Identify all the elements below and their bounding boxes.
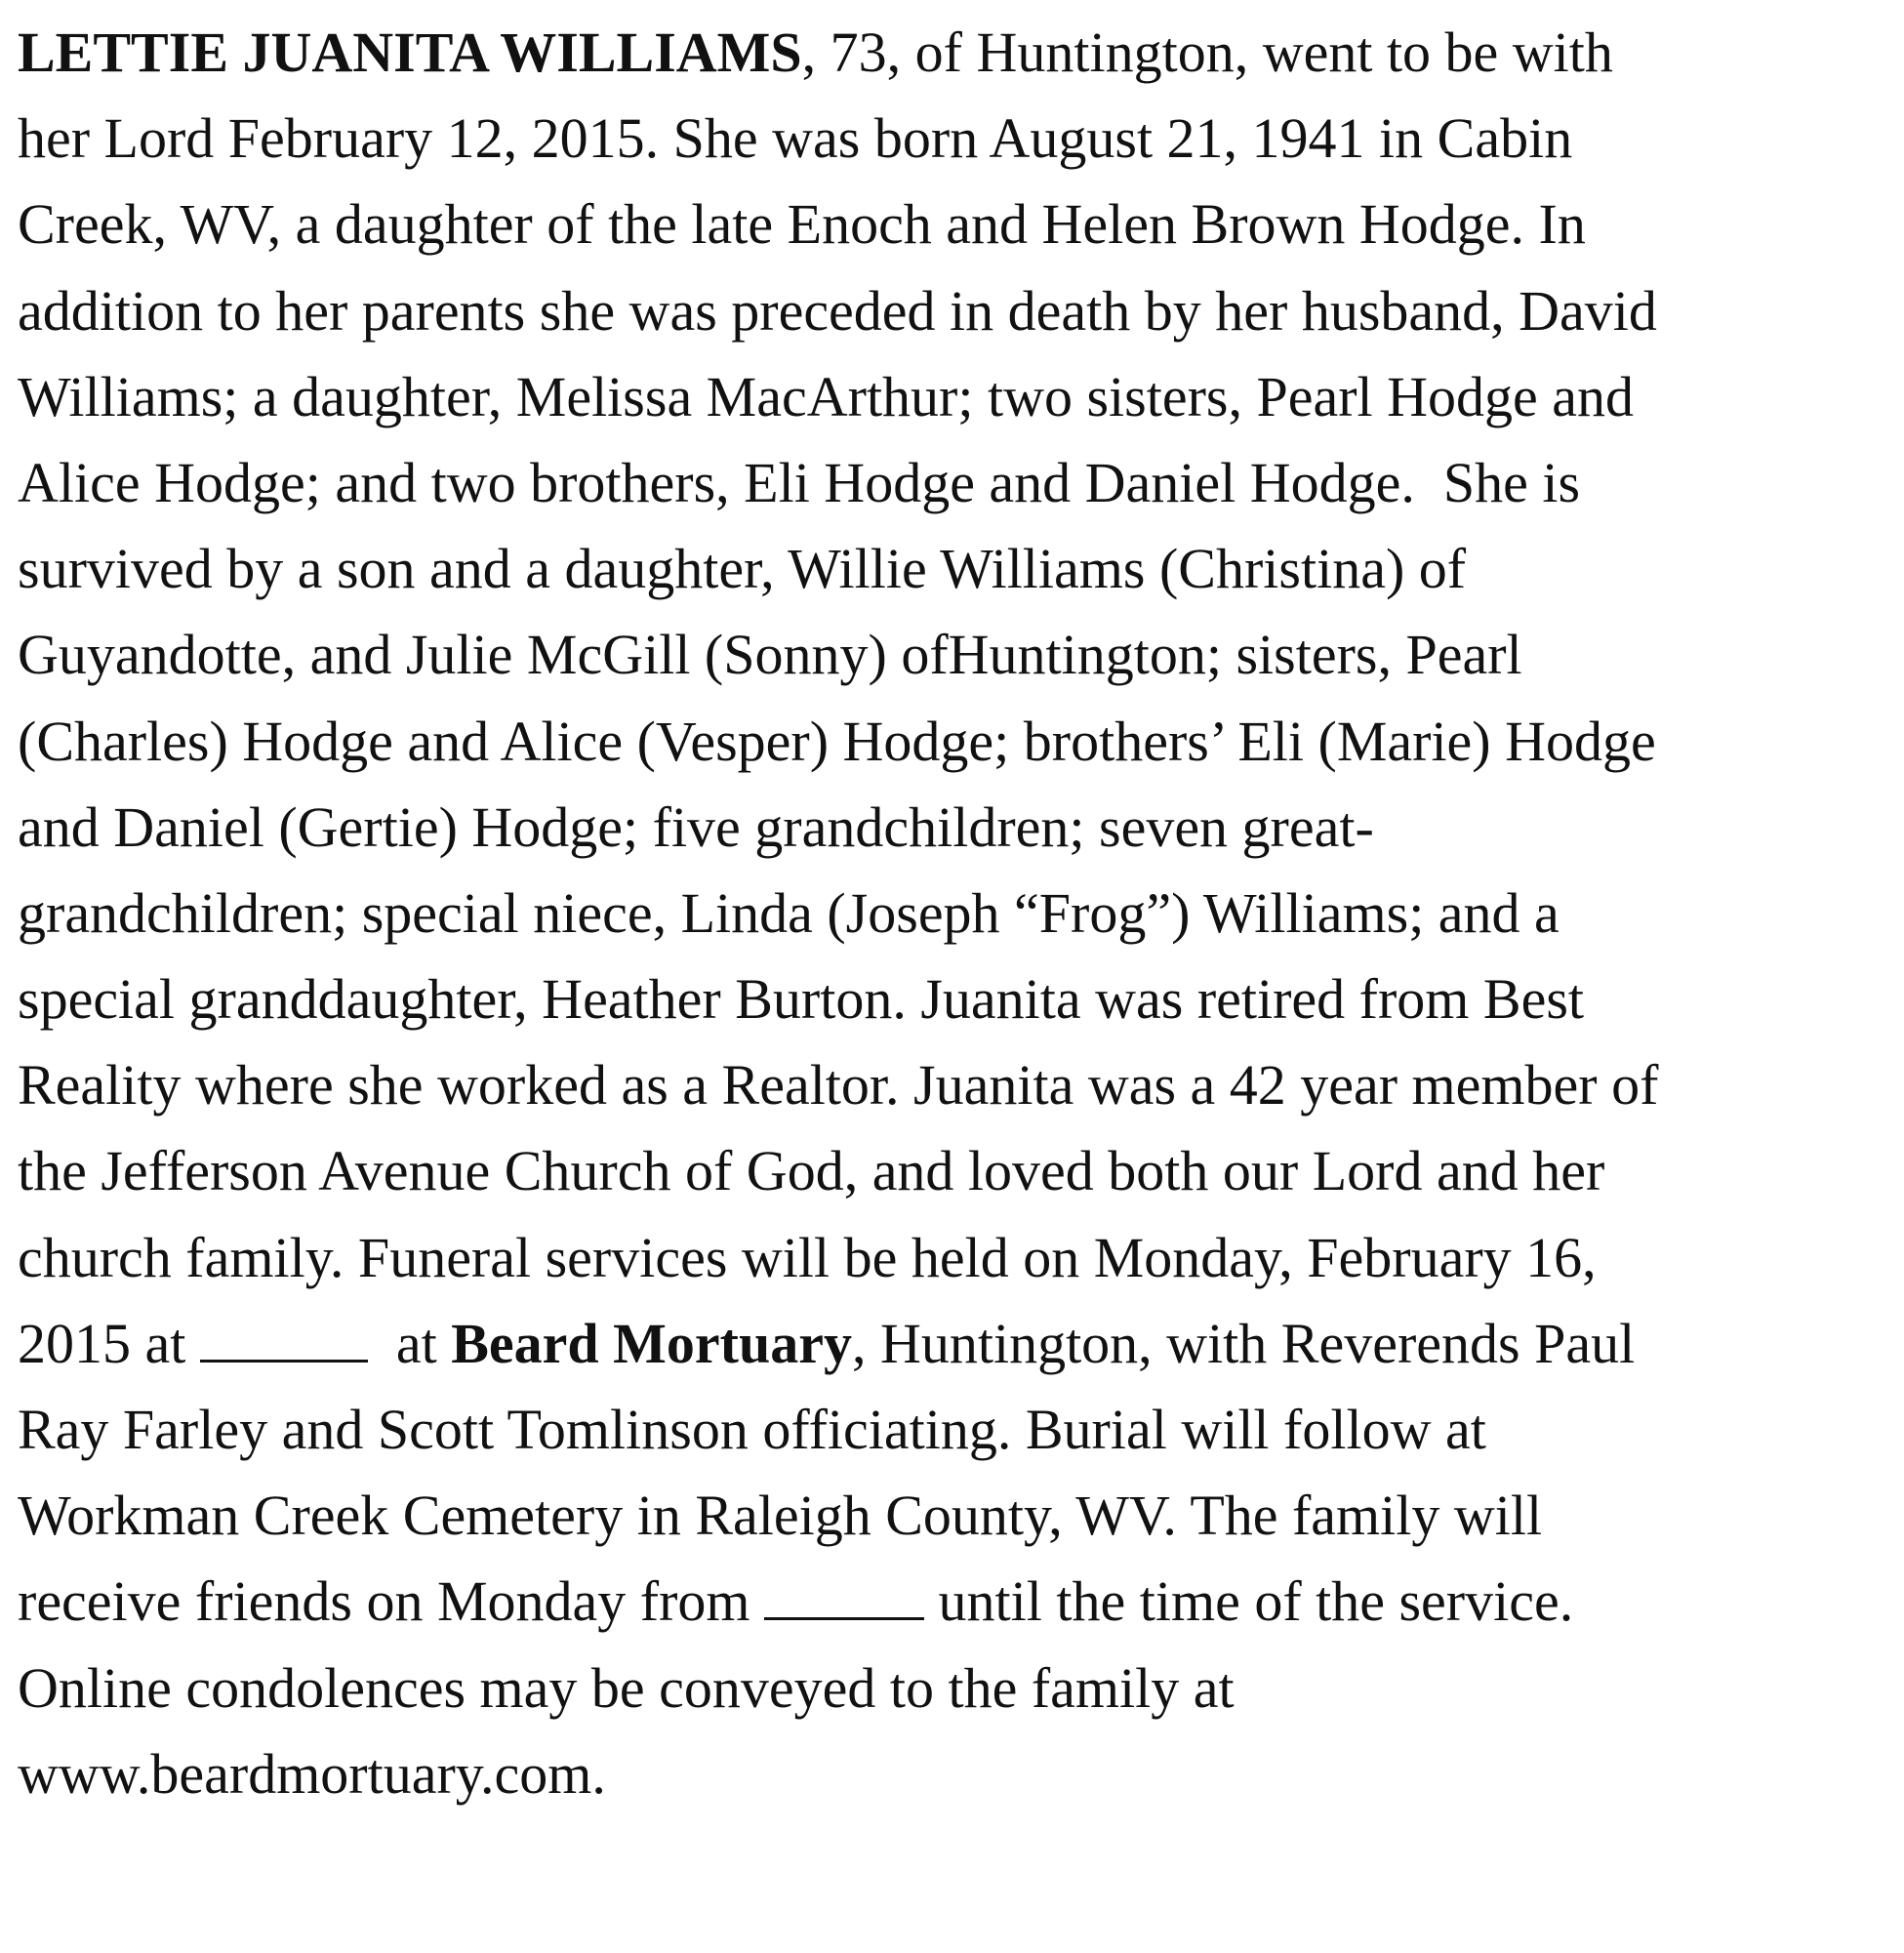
obituary-line: church family. Funeral services will be held on Monday, February 16, xyxy=(18,1225,1597,1289)
obituary-line: Online condolences may be conveyed to the family at xyxy=(18,1655,1235,1720)
obituary-text: at xyxy=(367,1311,452,1375)
obituary-line: addition to her parents she was preceded in death by her husband, David xyxy=(18,278,1657,343)
obituary-line: her Lord February 12, 2015. She was born August 21, 1941 in Cabin xyxy=(18,106,1573,171)
obituary-line: Ray Farley and Scott Tomlinson officiating. Burial will follow at xyxy=(18,1398,1486,1461)
obituary-line xyxy=(18,10,1904,96)
obituary-text: , Huntington, with Reverends Paul xyxy=(851,1311,1636,1375)
obituary-line: Williams; a daughter, Melissa MacArthur; two sisters, Pearl Hodge and xyxy=(18,364,1635,428)
service-time-blank xyxy=(200,1317,368,1363)
visitation-time-blank xyxy=(764,1574,924,1620)
deceased-name: LETTIE JUANITA WILLIAMS xyxy=(18,20,802,84)
obituary-line: the Jefferson Avenue Church of God, and loved both our Lord and her xyxy=(18,1139,1605,1203)
obituary-line xyxy=(18,1301,1904,1387)
obituary-line: Alice Hodge; and two brothers, Eli Hodge and Daniel Hodge. She is xyxy=(18,450,1581,514)
obituary-text: 2015 at xyxy=(18,1311,200,1375)
obituary-line xyxy=(18,1559,1904,1645)
mortuary-name: Beard Mortuary xyxy=(451,1311,852,1375)
obituary-line: (Charles) Hodge and Alice (Vesper) Hodge; brothers’ Eli (Marie) Hodge xyxy=(18,709,1656,773)
obituary-line: Workman Creek Cemetery in Raleigh County, WV. The family will xyxy=(18,1484,1543,1548)
obituary-line: grandchildren; special niece, Linda (Joseph “Frog”) Williams; and a xyxy=(18,880,1560,945)
obituary-line: survived by a son and a daughter, Willie Williams (Christina) of xyxy=(18,537,1467,601)
obituary-text: until the time of the service. xyxy=(924,1569,1574,1634)
obituary-line: and Daniel (Gertie) Hodge; five grandchildren; seven great- xyxy=(18,794,1374,859)
obituary-line: Creek, WV, a daughter of the late Enoch and Helen Brown Hodge. In xyxy=(18,192,1586,257)
obituary-document xyxy=(18,10,1904,1817)
website-url: www.beardmortuary.com. xyxy=(18,1741,606,1806)
obituary-line: special granddaughter, Heather Burton. Juanita was retired from Best xyxy=(18,967,1585,1032)
obituary-line: Reality where she worked as a Realtor. Juanita was a 42 year member of xyxy=(18,1053,1659,1118)
obituary-line: Guyandotte, and Julie McGill (Sonny) ofHuntington; sisters, Pearl xyxy=(18,623,1522,687)
obituary-text: , 73, of Huntington, went to be with xyxy=(801,20,1613,84)
obituary-text: receive friends on Monday from xyxy=(18,1569,765,1634)
